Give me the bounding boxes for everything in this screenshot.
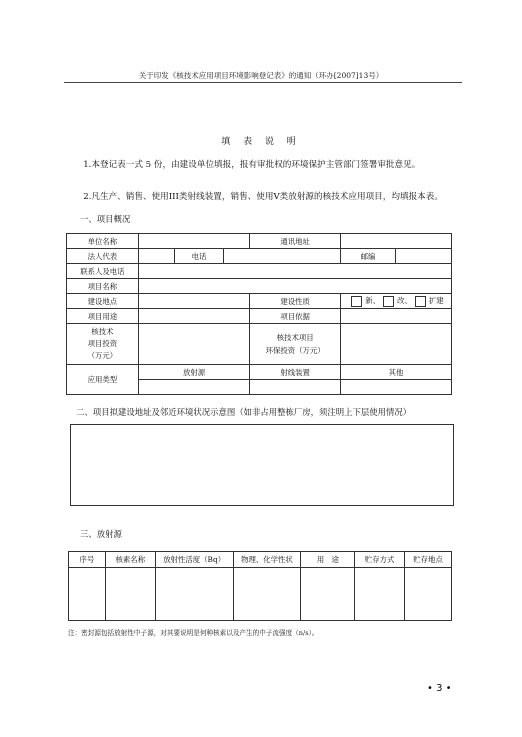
label-site: 建设地点 [67, 294, 139, 309]
field-legal-rep[interactable] [138, 249, 174, 264]
field-contact[interactable] [138, 264, 451, 279]
field-postcode[interactable] [395, 249, 451, 264]
field-investment[interactable] [138, 324, 250, 365]
field-basis[interactable] [341, 309, 452, 324]
label-legal-rep: 法人代表 [67, 249, 139, 264]
label-nature: 建设性质 [250, 294, 341, 309]
header-rule [64, 82, 462, 83]
label-investment-line3: （万元） [87, 351, 118, 360]
option-expand-label: 扩建 [428, 296, 444, 306]
section2-heading: 二、项目拟建设地址及邻近环境状况示意图（如非占用整栋厂房，须注明上下层使用情况） [76, 407, 412, 417]
label-purpose: 项目用途 [67, 309, 139, 324]
instruction-paragraph-1: 1.本登记表一式 5 份，由建设单位填报，报有审批权的环境保护主管部门签署审批意见。 [83, 160, 421, 170]
label-basis: 项目依据 [250, 309, 341, 324]
label-ray-device: 射线装置 [250, 365, 341, 380]
instruction-paragraph-2: 2.凡生产、销售、使用III类射线装置，销售、使用V类放射源的核技术应用项目，均填报本表。 [83, 192, 443, 202]
page-number: • 3 • [427, 683, 452, 694]
page-title: 填 表 说 明 [221, 137, 301, 147]
field-ray-device[interactable] [250, 380, 341, 395]
page-header: 关于印发《核技术应用项目环境影响登记表》的通知（环办[2007]13号） [138, 71, 384, 80]
section3-heading: 三、放射源 [80, 529, 122, 539]
column-header: 物理、化学性状 [233, 552, 301, 568]
checkbox-new[interactable] [351, 296, 362, 307]
label-env-investment-line2: 环保投资（万元） [265, 346, 325, 355]
label-investment [67, 324, 139, 365]
project-overview-table [66, 233, 452, 395]
label-radioactive-source: 放射源 [138, 365, 250, 380]
field-site[interactable] [138, 294, 250, 309]
field-project-name[interactable] [138, 279, 451, 294]
checkbox-modify[interactable] [383, 296, 394, 307]
label-address: 通讯地址 [250, 234, 341, 249]
label-project-name: 项目名称 [67, 279, 139, 294]
label-investment-line2: 项目投资 [87, 339, 118, 348]
column-header: 序号 [69, 552, 106, 568]
table-cell[interactable] [105, 568, 155, 621]
label-env-investment-line1: 核技术项目 [276, 333, 314, 342]
field-phone[interactable] [224, 249, 341, 264]
field-unit-name[interactable] [138, 234, 250, 249]
column-header: 核素名称 [105, 552, 155, 568]
table-cell[interactable] [301, 568, 355, 621]
table-cell[interactable] [155, 568, 233, 621]
field-radioactive-source[interactable] [138, 380, 250, 395]
table-cell[interactable] [405, 568, 452, 621]
label-postcode: 邮编 [341, 249, 396, 264]
label-phone: 电话 [174, 249, 224, 264]
column-header: 用 途 [301, 552, 355, 568]
label-app-type: 应用类型 [67, 365, 139, 395]
label-env-investment [250, 324, 341, 365]
radioactive-source-table [68, 551, 452, 621]
column-header: 贮存地点 [405, 552, 452, 568]
table-cell[interactable] [69, 568, 106, 621]
label-other: 其他 [341, 365, 452, 380]
option-modify-label: 改、 [397, 296, 412, 306]
field-purpose[interactable] [138, 309, 250, 324]
field-env-investment[interactable] [341, 324, 452, 365]
field-nature [341, 294, 452, 309]
label-investment-line1: 核技术 [91, 327, 114, 336]
field-address[interactable] [341, 234, 452, 249]
column-header: 贮存方式 [355, 552, 405, 568]
label-unit-name: 单位名称 [67, 234, 139, 249]
checkbox-expand[interactable] [415, 296, 426, 307]
field-other[interactable] [341, 380, 452, 395]
section1-heading: 一、项目概况 [80, 214, 131, 224]
column-header: 放射性活度（Bq） [155, 552, 233, 568]
footnote: 注：密封源包括放射性中子源，对其要说明是何种核素以及产生的中子流强度（n/s）。 [68, 629, 319, 637]
table-cell[interactable] [233, 568, 301, 621]
label-contact: 联系人及电话 [67, 264, 139, 279]
site-diagram-box[interactable] [70, 424, 454, 506]
table-cell[interactable] [355, 568, 405, 621]
option-new-label: 新、 [365, 296, 381, 306]
